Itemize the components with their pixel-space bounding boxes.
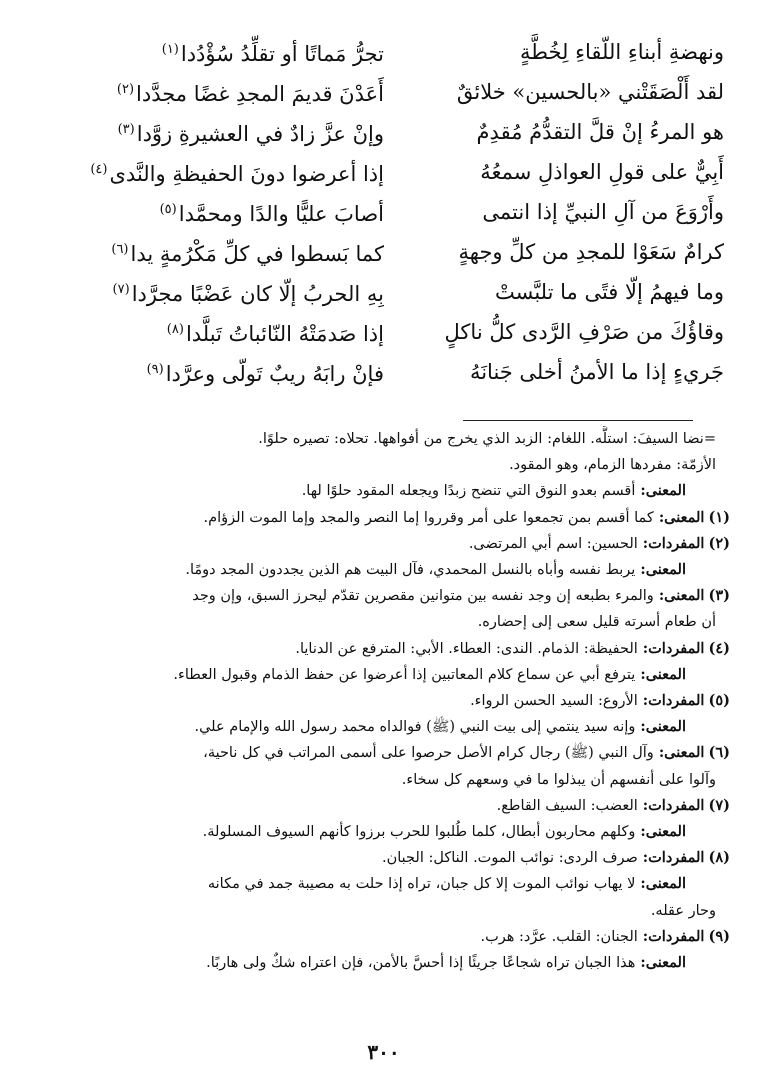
commentary-line bbox=[70, 609, 730, 635]
footnote-separator bbox=[463, 420, 693, 421]
note-label: المعنى: bbox=[640, 482, 686, 500]
verse-row bbox=[74, 352, 724, 392]
page-number: ٣٠٠ bbox=[367, 1040, 400, 1064]
note-number: (٣) bbox=[708, 587, 730, 605]
commentary-line bbox=[70, 714, 730, 740]
verse-second-hemistich bbox=[74, 150, 384, 194]
commentary-line bbox=[70, 950, 730, 976]
commentary-notes bbox=[70, 426, 730, 976]
footnote-marker: (٨) bbox=[166, 322, 184, 337]
note-label: المفردات: bbox=[642, 849, 705, 867]
commentary-line bbox=[70, 740, 730, 766]
footnote-marker: (١) bbox=[161, 42, 179, 57]
note-text: وإنه سيد ينتمي إلى بيت النبي (ﷺ) فوالداه محمد رسول الله والإمام علي. bbox=[194, 719, 636, 736]
verse-second-hemistich bbox=[74, 30, 384, 74]
verse-first-hemistich: وقاؤُكَ من صَرْفِ الرَّدى كلُّ ناكلٍ bbox=[444, 320, 724, 344]
note-text: =نضا السيفَ: استلَّه. اللغام: الزبد الذي يخرج من أفواهها. تحلاه: تصيره حلوًا. bbox=[258, 431, 716, 447]
footnote-marker: (٦) bbox=[111, 242, 129, 257]
verse-second-hemistich bbox=[74, 270, 384, 314]
verse-second-text: تجرُّ مَماتًا أو تقلِّدُ سُؤْدُدا bbox=[180, 42, 384, 66]
commentary-line bbox=[70, 505, 730, 531]
note-label: المعنى: bbox=[640, 561, 686, 579]
note-text: يترفع أبي عن سماع كلام المعاتبين إذا أعرضوا عن حفظ الذمام وقبول العطاء. bbox=[173, 666, 636, 683]
verse-row bbox=[74, 312, 724, 352]
commentary-line bbox=[70, 531, 730, 557]
verse-second-text: وإنْ عزَّ زادٌ في العشيرةِ زوَّدا bbox=[136, 122, 384, 146]
note-number: (٧) bbox=[708, 796, 730, 814]
commentary-line bbox=[70, 845, 730, 871]
note-text: هذا الجبان تراه شجاعًا جريئًا إذا أحسَّ بالأمن، فإن اعتراه شكٌ ولى هاربًا. bbox=[206, 955, 636, 972]
note-number: (١) bbox=[708, 508, 730, 526]
commentary-line bbox=[70, 688, 730, 714]
note-label: المعنى: bbox=[640, 875, 686, 893]
verse-second-hemistich bbox=[74, 310, 384, 354]
commentary-line bbox=[70, 426, 730, 452]
verse-second-text: إذا أعرضوا دونَ الحفيظةِ والنَّدى bbox=[109, 162, 384, 186]
note-text: الأروع: السيد الحسن الرواء. bbox=[470, 693, 638, 710]
verse-second-text: أصابَ عليًّا والدًا ومحمَّدا bbox=[178, 202, 384, 226]
footnote-marker: (٩) bbox=[146, 362, 164, 377]
footnote-marker: (٣) bbox=[117, 122, 135, 137]
note-number: (٢) bbox=[708, 534, 730, 552]
verse-row bbox=[74, 192, 724, 232]
note-number: (٥) bbox=[708, 692, 730, 710]
note-text: وحار عقله. bbox=[650, 902, 716, 919]
note-text: وآل النبي (ﷺ) رجال كرام الأصل حرصوا على أسمى المراتب في كل ناحية، bbox=[203, 745, 654, 762]
verse-row bbox=[74, 272, 724, 312]
verse-second-text: أَعَدْنَ قديمَ المجدِ غضًا مجدَّدا bbox=[136, 82, 384, 106]
verse-second-hemistich bbox=[74, 350, 384, 394]
commentary-line bbox=[70, 478, 730, 504]
note-text: أن طعام أسرته قليل سعى إلى إحضاره. bbox=[477, 614, 716, 631]
verse-first-hemistich: هو المرءُ إنْ قلَّ التقدُّمُ مُقدِمٌ bbox=[476, 120, 724, 144]
note-text: الأزمّة: مفردها الزمام، وهو المقود. bbox=[509, 457, 716, 474]
verse-row bbox=[74, 32, 724, 72]
note-text: الحسين: اسم أبي المرتضى. bbox=[468, 535, 638, 552]
verse-second-text: بِهِ الحربُ إلّا كان عَضْبًا مجرَّدا bbox=[131, 282, 384, 306]
note-text: العضب: السيف القاطع. bbox=[496, 797, 638, 814]
verse-second-hemistich bbox=[74, 230, 384, 274]
verse-first-hemistich: أَبِيٌّ على قولِ العواذلِ سمعُهُ bbox=[480, 160, 724, 184]
commentary-line bbox=[70, 767, 730, 793]
note-label: المعنى: bbox=[658, 587, 705, 605]
verse-first-hemistich: لقد أَلْصَقَتْني «بالحسين» خلائقٌ bbox=[456, 80, 724, 104]
verse-second-hemistich bbox=[74, 110, 384, 154]
note-text: كما أقسم بمن تجمعوا على أمر وقرروا إما النصر والمجد وإما الموت الزؤام. bbox=[203, 509, 654, 526]
verse-first-hemistich: كرامٌ سَعَوْا للمجدِ من كلِّ وجهةٍ bbox=[458, 240, 724, 264]
note-number: (٦) bbox=[708, 744, 730, 762]
commentary-line bbox=[70, 662, 730, 688]
verse-second-text: فإنْ رابَهُ ريبٌ تَولّى وعرَّدا bbox=[165, 362, 384, 386]
commentary-line bbox=[70, 583, 730, 609]
note-label: المفردات: bbox=[642, 639, 705, 657]
footnote-marker: (٧) bbox=[112, 282, 130, 297]
verse-row bbox=[74, 232, 724, 272]
verse-row bbox=[74, 112, 724, 152]
commentary-line bbox=[70, 924, 730, 950]
verse-second-text: إذا صَدمَتْهُ النّائباتُ تَبلَّدا bbox=[185, 322, 384, 346]
footnote-marker: (٤) bbox=[90, 162, 108, 177]
verse-first-hemistich: وما فيهمُ إلّا فتًى ما تلبَّستْ bbox=[494, 280, 724, 304]
commentary-line bbox=[70, 819, 730, 845]
verse-row bbox=[74, 152, 724, 192]
verse-first-hemistich: وأَرْوَعَ من آلِ النبيِّ إذا انتمى bbox=[482, 200, 724, 224]
verse-first-hemistich: جَريءٍ إذا ما الأمنُ أخلى جَنانَهُ bbox=[469, 360, 724, 384]
verse-second-hemistich bbox=[74, 70, 384, 114]
note-label: المفردات: bbox=[642, 692, 705, 710]
note-label: المعنى: bbox=[658, 508, 705, 526]
note-label: المفردات: bbox=[642, 927, 705, 945]
note-text: والمرء بطبعه إن وجد نفسه بين متوانين مقصرين تقدّم ليحرز السبق، وإن وجد bbox=[192, 588, 654, 605]
note-label: المعنى: bbox=[640, 954, 686, 972]
commentary-line bbox=[70, 636, 730, 662]
commentary-line bbox=[70, 871, 730, 897]
verse-row bbox=[74, 72, 724, 112]
note-text: وكلهم محاربون أبطال، كلما طُلبوا للحرب برزوا كأنهم السيوف المسلولة. bbox=[202, 824, 636, 841]
note-label: المعنى: bbox=[640, 665, 686, 683]
note-label: المفردات: bbox=[642, 796, 705, 814]
note-text: يربط نفسه وأباه بالنسل المحمدي، فآل البيت هم الذين يجددون المجد دومًا. bbox=[185, 562, 636, 579]
commentary-line bbox=[70, 898, 730, 924]
footnote-marker: (٥) bbox=[159, 202, 177, 217]
commentary-line bbox=[70, 452, 730, 478]
commentary-line bbox=[70, 557, 730, 583]
note-text: لا يهاب نوائب الموت إلا كل جبان، تراه إذا حلت به مصيبة جمد في مكانه bbox=[207, 876, 636, 893]
note-number: (٩) bbox=[708, 927, 730, 945]
note-label: المعنى: bbox=[640, 823, 686, 841]
verse-second-hemistich bbox=[74, 190, 384, 234]
note-text: الحفيظة: الذمام. الندى: العطاء. الأبي: المترفع عن الدنايا. bbox=[295, 640, 638, 657]
verse-second-text: كما بَسطوا في كلِّ مَكْرُمةٍ يدا bbox=[130, 242, 384, 266]
note-label: المعنى: bbox=[658, 744, 705, 762]
note-number: (٤) bbox=[708, 639, 730, 657]
note-number: (٨) bbox=[708, 849, 730, 867]
note-text: وآلوا على أنفسهم أن يبذلوا ما في وسعهم كل سخاء. bbox=[401, 771, 716, 788]
verse-first-hemistich: ونهضةِ أبناءِ اللّقاءِ لِخُطَّةٍ bbox=[520, 40, 724, 64]
footnote-marker: (٢) bbox=[116, 82, 135, 97]
note-text: أقسم بعدو النوق التي تنضح زبدًا ويجعله المقود حلوًا لها. bbox=[301, 483, 636, 500]
note-label: المعنى: bbox=[640, 718, 686, 736]
poem-verses bbox=[74, 32, 724, 392]
commentary-line bbox=[70, 793, 730, 819]
note-text: الجنان: القلب. عرَّد: هرب. bbox=[480, 928, 638, 945]
note-text: صرف الردى: نوائب الموت. الناكل: الجبان. bbox=[381, 850, 638, 867]
note-label: المفردات: bbox=[642, 534, 705, 552]
